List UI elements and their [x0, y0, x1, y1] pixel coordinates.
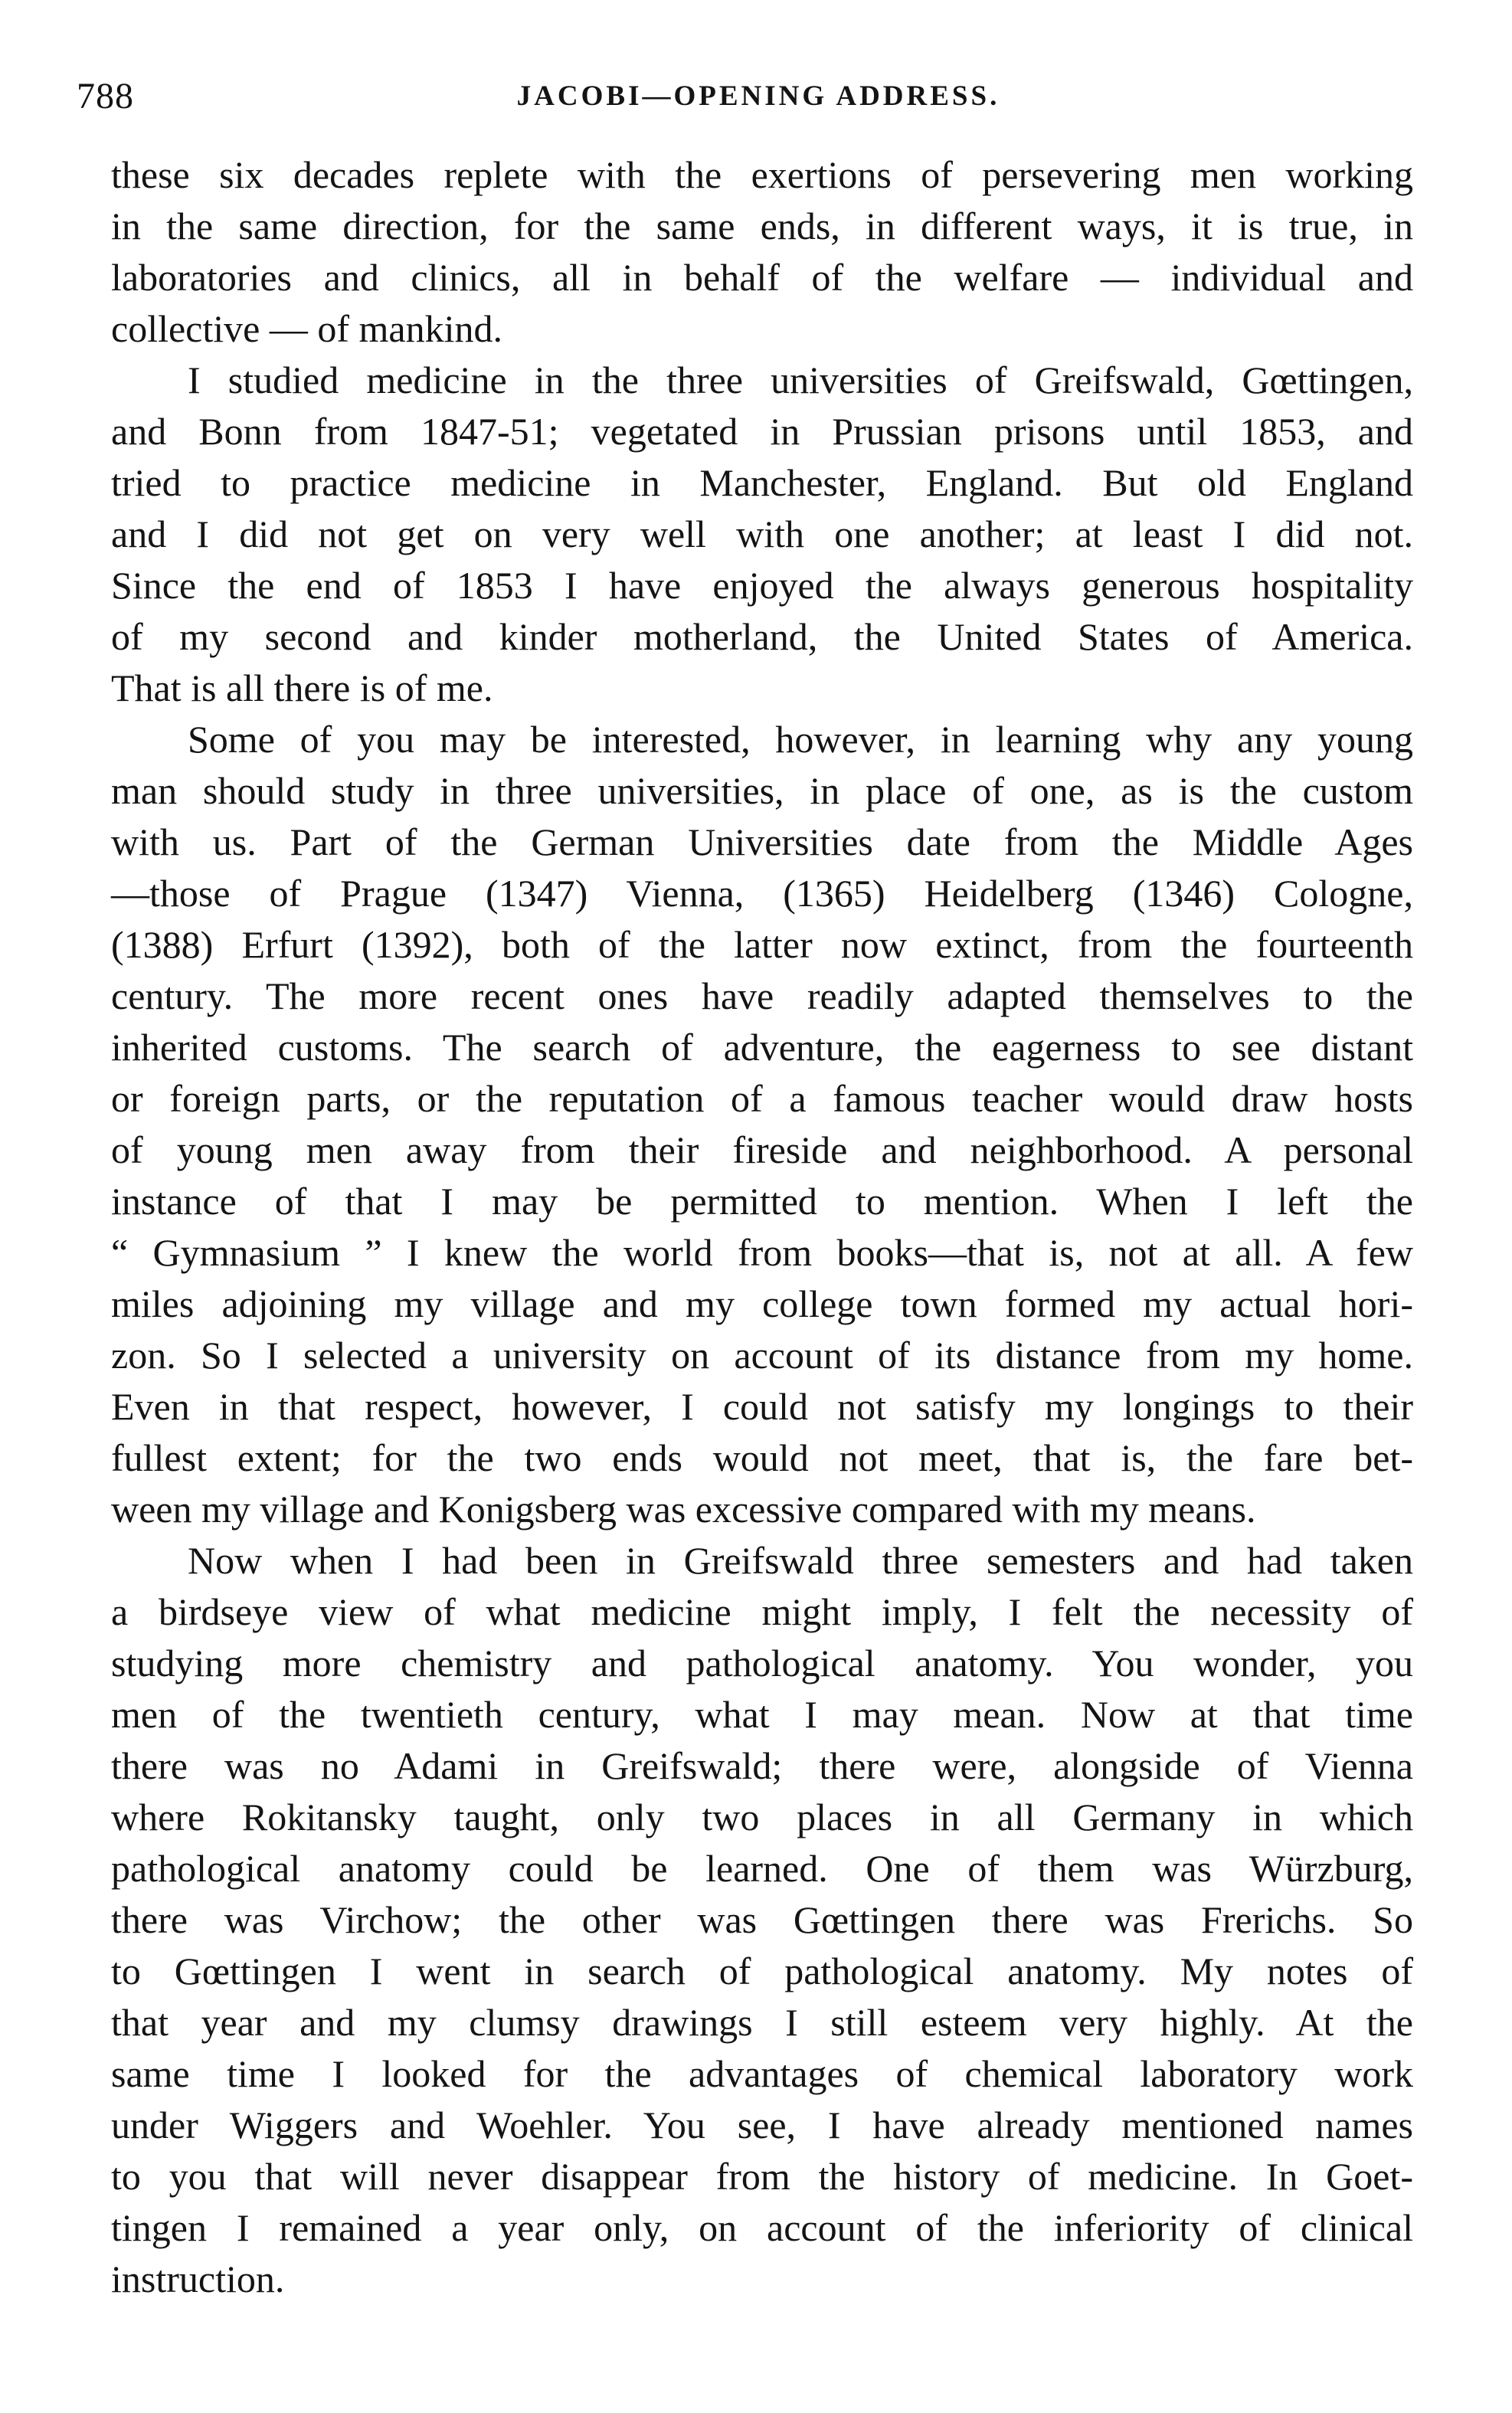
- text-line: studying more chemistry and pathological anatomy. You wonder, you: [111, 1642, 1413, 1685]
- text-line: with us. Part of the German Universities date from the Middle Ages: [111, 820, 1413, 863]
- running-title: JACOBI—OPENING ADDRESS.: [516, 80, 1000, 112]
- text-line: these six decades replete with the exertions of persevering men working: [111, 153, 1413, 196]
- text-line: or foreign parts, or the reputation of a famous teacher would draw hosts: [111, 1077, 1413, 1120]
- text-line: fullest extent; for the two ends would not meet, that is, the fare bet-: [111, 1436, 1413, 1479]
- text-line: century. The more recent ones have readily adapted themselves to the: [111, 974, 1413, 1017]
- text-line: I studied medicine in the three universities of Greifswald, Gœttingen,: [188, 359, 1413, 401]
- text-line: miles adjoining my village and my college town formed my actual hori-: [111, 1282, 1413, 1325]
- text-line: Even in that respect, however, I could not satisfy my longings to their: [111, 1385, 1413, 1428]
- text-line: —those of Prague (1347) Vienna, (1365) Heidelberg (1346) Cologne,: [111, 872, 1413, 915]
- text-line: and I did not get on very well with one another; at least I did not.: [111, 512, 1413, 555]
- text-line: (1388) Erfurt (1392), both of the latter now extinct, from the fourteenth: [111, 923, 1413, 966]
- text-line: of my second and kinder motherland, the United States of America.: [111, 615, 1413, 658]
- body-text: [111, 149, 1413, 2305]
- paragraph: [111, 149, 1413, 355]
- text-line: and Bonn from 1847-51; vegetated in Prussian prisons until 1853, and: [111, 410, 1413, 453]
- text-line: collective — of mankind.: [111, 307, 502, 350]
- text-line: man should study in three universities, in place of one, as is the custom: [111, 769, 1413, 812]
- text-line: Some of you may be interested, however, in learning why any young: [188, 718, 1413, 761]
- text-line: Since the end of 1853 I have enjoyed the always generous hospitality: [111, 564, 1413, 607]
- text-line: zon. So I selected a university on account of its distance from my home.: [111, 1334, 1413, 1377]
- running-head: [77, 75, 1440, 121]
- text-line: “ Gymnasium ” I knew the world from books—that is, not at all. A few: [111, 1231, 1413, 1274]
- text-line: under Wiggers and Woehler. You see, I have already mentioned names: [111, 2104, 1413, 2146]
- paragraph: [111, 355, 1413, 714]
- page-number: 788: [77, 76, 134, 116]
- paragraph: [111, 1535, 1413, 2305]
- text-line: laboratories and clinics, all in behalf of the welfare — individual and: [111, 256, 1413, 299]
- text-line: Now when I had been in Greifswald three semesters and had taken: [188, 1539, 1413, 1582]
- text-line: inherited customs. The search of adventure, the eagerness to see distant: [111, 1026, 1413, 1069]
- text-line: instruction.: [111, 2257, 285, 2300]
- text-line: there was no Adami in Greifswald; there were, alongside of Vienna: [111, 1744, 1413, 1787]
- paragraph: [111, 714, 1413, 1535]
- text-line: in the same direction, for the same ends, in different ways, it is true, in: [111, 205, 1413, 247]
- text-line: a birdseye view of what medicine might imply, I felt the necessity of: [111, 1590, 1413, 1633]
- text-line: where Rokitansky taught, only two places in all Germany in which: [111, 1796, 1413, 1838]
- text-line: tried to practice medicine in Manchester, England. But old England: [111, 461, 1413, 504]
- text-line: That is all there is of me.: [111, 666, 493, 709]
- text-line: instance of that I may be permitted to mention. When I left the: [111, 1180, 1413, 1223]
- text-line: ween my village and Konigsberg was excessive compared with my means.: [111, 1488, 1256, 1531]
- text-line: to Gœttingen I went in search of pathological anatomy. My notes of: [111, 1950, 1413, 1992]
- text-line: that year and my clumsy drawings I still esteem very highly. At the: [111, 2001, 1413, 2044]
- text-line: to you that will never disappear from the history of medicine. In Goet-: [111, 2155, 1413, 2198]
- text-line: men of the twentieth century, what I may mean. Now at that time: [111, 1693, 1413, 1736]
- text-line: there was Virchow; the other was Gœttingen there was Frerichs. So: [111, 1898, 1413, 1941]
- text-line: tingen I remained a year only, on account of the inferiority of clinical: [111, 2206, 1413, 2249]
- text-line: same time I looked for the advantages of chemical laboratory work: [111, 2052, 1413, 2095]
- text-line: of young men away from their fireside and neighborhood. A personal: [111, 1128, 1413, 1171]
- text-line: pathological anatomy could be learned. One of them was Würzburg,: [111, 1847, 1413, 1890]
